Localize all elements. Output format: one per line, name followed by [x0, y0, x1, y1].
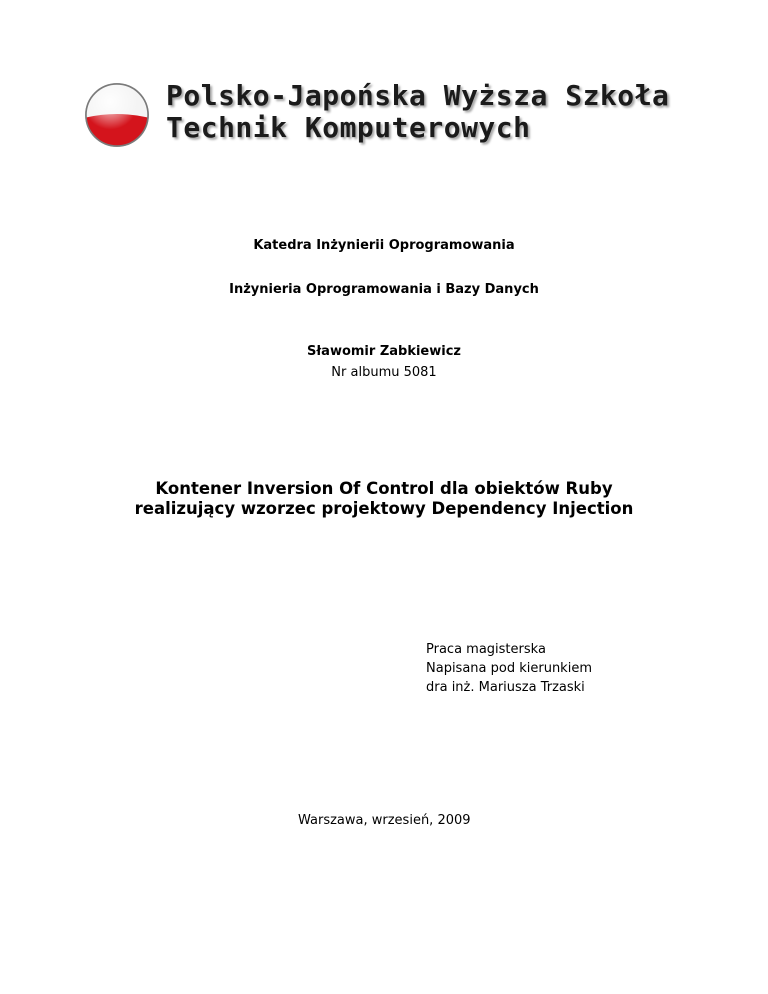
logo-line-2: Technik Komputerowych	[166, 111, 531, 144]
thesis-title-line-1: Kontener Inversion Of Control dla obiektów Ruby	[155, 479, 613, 498]
university-logo	[84, 80, 724, 150]
album-number: Nr albumu 5081	[331, 365, 437, 380]
logo-wordmark	[166, 80, 669, 144]
logo-line-1: Polsko-Japońska Wyższa Szkoła	[166, 79, 670, 112]
thesis-title-line-2: realizujący wzorzec projektowy Dependency Injection	[134, 499, 634, 518]
polish-flag-sphere-icon	[84, 82, 150, 148]
department-heading: Katedra Inżynierii Oprogramowania	[253, 238, 515, 253]
thesis-supervised-label: Napisana pod kierunkiem	[426, 661, 592, 676]
author-name: Sławomir Zabkiewicz	[306, 344, 461, 359]
thesis-info	[426, 640, 592, 697]
thesis-title	[0, 479, 768, 519]
thesis-type: Praca magisterska	[426, 642, 546, 657]
specialization-heading: Inżynieria Oprogramowania i Bazy Danych	[229, 282, 539, 297]
thesis-supervisor: dra inż. Mariusza Trzaski	[426, 680, 585, 695]
place-and-date: Warszawa, wrzesień, 2009	[298, 813, 471, 828]
